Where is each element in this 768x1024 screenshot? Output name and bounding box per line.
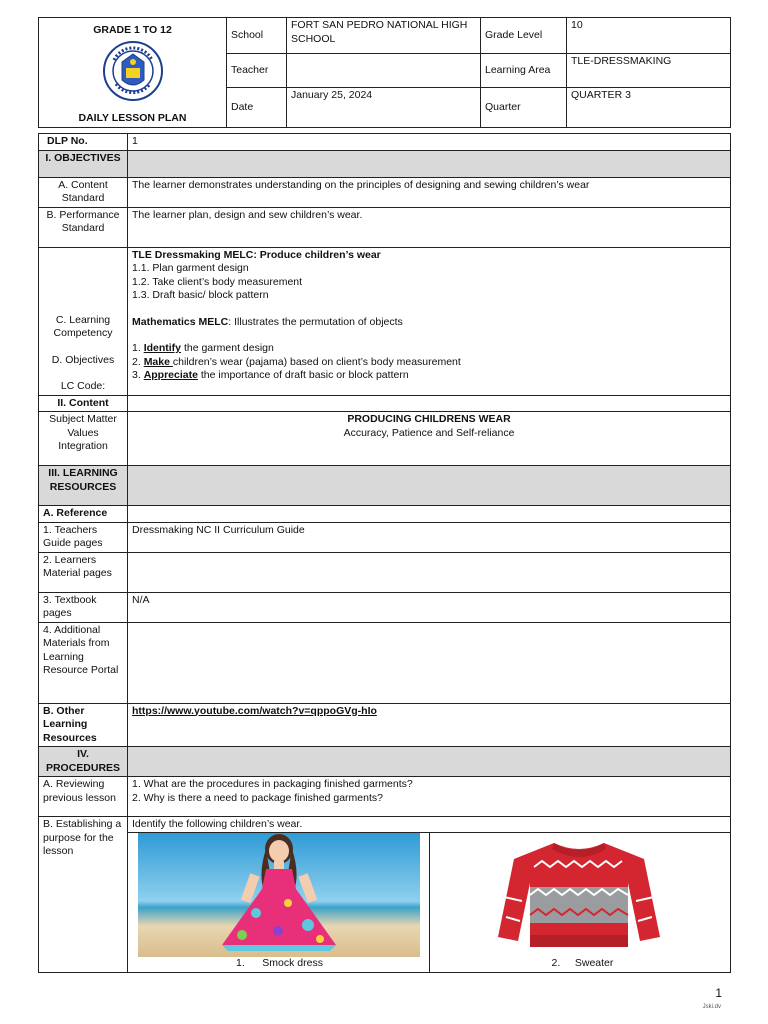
caption-number: 2. [551, 957, 561, 969]
performance-standard-row [39, 207, 731, 247]
competency-content [128, 247, 731, 395]
textbook-label: 3. Textbook pages [39, 592, 128, 622]
image-caption-sweater [552, 957, 614, 971]
performance-standard-label: B. Performance Standard [39, 207, 128, 247]
content-standard-text: The learner demonstrates understanding on the principles of designing and sewing children’s wear [128, 177, 731, 207]
review-question: 1. What are the procedures in packaging finished garments? [132, 778, 413, 790]
school-value: FORT SAN PEDRO NATIONAL HIGH SCHOOL [287, 18, 481, 54]
school-label: School [227, 18, 287, 54]
teachers-guide-row [39, 522, 731, 552]
objective-text: children’s wear (pajama) based on client’s body measurement [172, 355, 461, 368]
image-cell-dress [128, 833, 430, 972]
quarter-value: QUARTER 3 [567, 87, 731, 127]
learners-material-row [39, 552, 731, 592]
objective-num: 1. [132, 342, 144, 354]
values-integration: Accuracy, Patience and Self-reliance [343, 426, 515, 439]
subject-label: Subject Matter Values Integration [39, 412, 128, 466]
purpose-label: B. Establishing a purpose for the lesson [39, 817, 128, 973]
page-number: 1 [715, 986, 722, 1000]
additional-materials-row [39, 622, 731, 703]
smock-dress-image [138, 833, 420, 957]
resources-heading-fill [128, 466, 731, 506]
deped-seal-icon [102, 40, 164, 102]
quarter-label: Quarter [481, 87, 567, 127]
subject-row [39, 412, 731, 466]
procedures-heading-row [39, 747, 731, 777]
content-heading-fill [128, 395, 731, 412]
other-resources-label: B. Other Learning Resources [39, 703, 128, 747]
math-melc-text: : Illustrates the permutation of objects [228, 315, 403, 328]
subject-title: PRODUCING CHILDRENS WEAR [347, 413, 511, 425]
objective-text: the importance of draft basic or block pattern [197, 369, 409, 381]
learning-competency-label: C. Learning Competency [53, 313, 113, 339]
dlp-value: 1 [128, 134, 731, 151]
competency-labels [39, 247, 128, 395]
date-label: Date [227, 87, 287, 127]
content-standard-row [39, 177, 731, 207]
reference-row [39, 506, 731, 523]
purpose-row [39, 817, 731, 973]
lesson-plan-table [38, 133, 731, 973]
dlp-row [39, 134, 731, 151]
review-label: A. Reviewing previous lesson [39, 777, 128, 817]
review-row [39, 777, 731, 817]
objective-item [132, 356, 726, 370]
objectives-label: D. Objectives [51, 353, 115, 366]
learning-area-value: TLE-DRESSMAKING [567, 53, 731, 87]
objective-item [132, 369, 726, 383]
competency-row [39, 247, 731, 395]
grade-label: GRADE 1 TO 12 [93, 24, 172, 36]
content-heading-row [39, 395, 731, 412]
grade-level-label: Grade Level [481, 18, 567, 54]
caption-text: Smock dress [262, 957, 323, 969]
objectives-heading: I. OBJECTIVES [39, 150, 128, 177]
melc-item: 1.1. Plan garment design [132, 262, 249, 274]
caption-number: 1. [236, 957, 245, 969]
performance-standard-text: The learner plan, design and sew children’s wear. [128, 207, 731, 247]
grade-level-value: 10 [567, 18, 731, 54]
procedures-heading-fill [128, 747, 731, 777]
textbook-value: N/A [128, 592, 731, 622]
youtube-link[interactable]: https://www.youtube.com/watch?v=qppoGVg-hIo [128, 703, 731, 747]
objective-verb: Identify [143, 342, 182, 354]
image-cell-sweater [430, 833, 731, 972]
math-melc-label: Mathematics MELC [132, 315, 229, 328]
purpose-text: Identify the following children’s wear. [132, 818, 303, 830]
objectives-heading-fill [128, 150, 731, 177]
objective-verb: Make [143, 355, 173, 368]
melc-item: 1.3. Draft basic/ block pattern [132, 289, 269, 301]
reference-label: A. Reference [39, 506, 128, 523]
objective-verb: Appreciate [143, 369, 198, 381]
content-standard-label: A. Content Standard [39, 177, 128, 207]
learning-area-label: Learning Area [481, 53, 567, 87]
teachers-guide-value: Dressmaking NC II Curriculum Guide [128, 522, 731, 552]
teacher-label: Teacher [227, 53, 287, 87]
other-resources-row [39, 703, 731, 747]
additional-materials-label: 4. Additional Materials from Learning Resource Portal [39, 622, 128, 703]
objective-num: 3. [132, 369, 144, 381]
learners-material-value [128, 552, 731, 592]
teachers-guide-label: 1. Teachers Guide pages [39, 522, 128, 552]
additional-materials-value [128, 622, 731, 703]
resources-heading-row [39, 466, 731, 506]
objective-num: 2. [132, 355, 144, 368]
resources-heading: III. LEARNING RESOURCES [39, 466, 128, 506]
content-heading: II. Content [39, 395, 128, 412]
lc-code-label: LC Code: [60, 380, 106, 392]
objective-item [132, 342, 726, 356]
sweater-image [494, 837, 664, 955]
melc-item: 1.2. Take client’s body measurement [132, 275, 303, 288]
review-question: 2. Why is there a need to package finished garments? [132, 791, 383, 804]
image-grid [128, 832, 730, 972]
math-melc [132, 316, 726, 330]
footer-mark: Jski.dv [702, 1004, 721, 1010]
plan-title: DAILY LESSON PLAN [78, 111, 187, 124]
caption-text: Sweater [574, 957, 614, 969]
dlp-label: DLP No. [39, 134, 128, 151]
teacher-value [287, 53, 481, 87]
learners-material-label: 2. Learners Material pages [39, 552, 128, 592]
textbook-row [39, 592, 731, 622]
reference-fill [128, 506, 731, 523]
procedures-heading: IV. PROCEDURES [39, 747, 128, 777]
objective-text: the garment design [181, 342, 274, 354]
header-logo-cell [39, 18, 227, 128]
objectives-heading-row [39, 150, 731, 177]
melc-title: TLE Dressmaking MELC: Produce children’s wear [132, 248, 381, 261]
review-content [128, 777, 731, 817]
header-table [38, 17, 731, 128]
image-caption-dress [236, 957, 323, 971]
subject-content [128, 412, 731, 466]
purpose-content [128, 817, 731, 973]
date-value: January 25, 2024 [287, 87, 481, 127]
